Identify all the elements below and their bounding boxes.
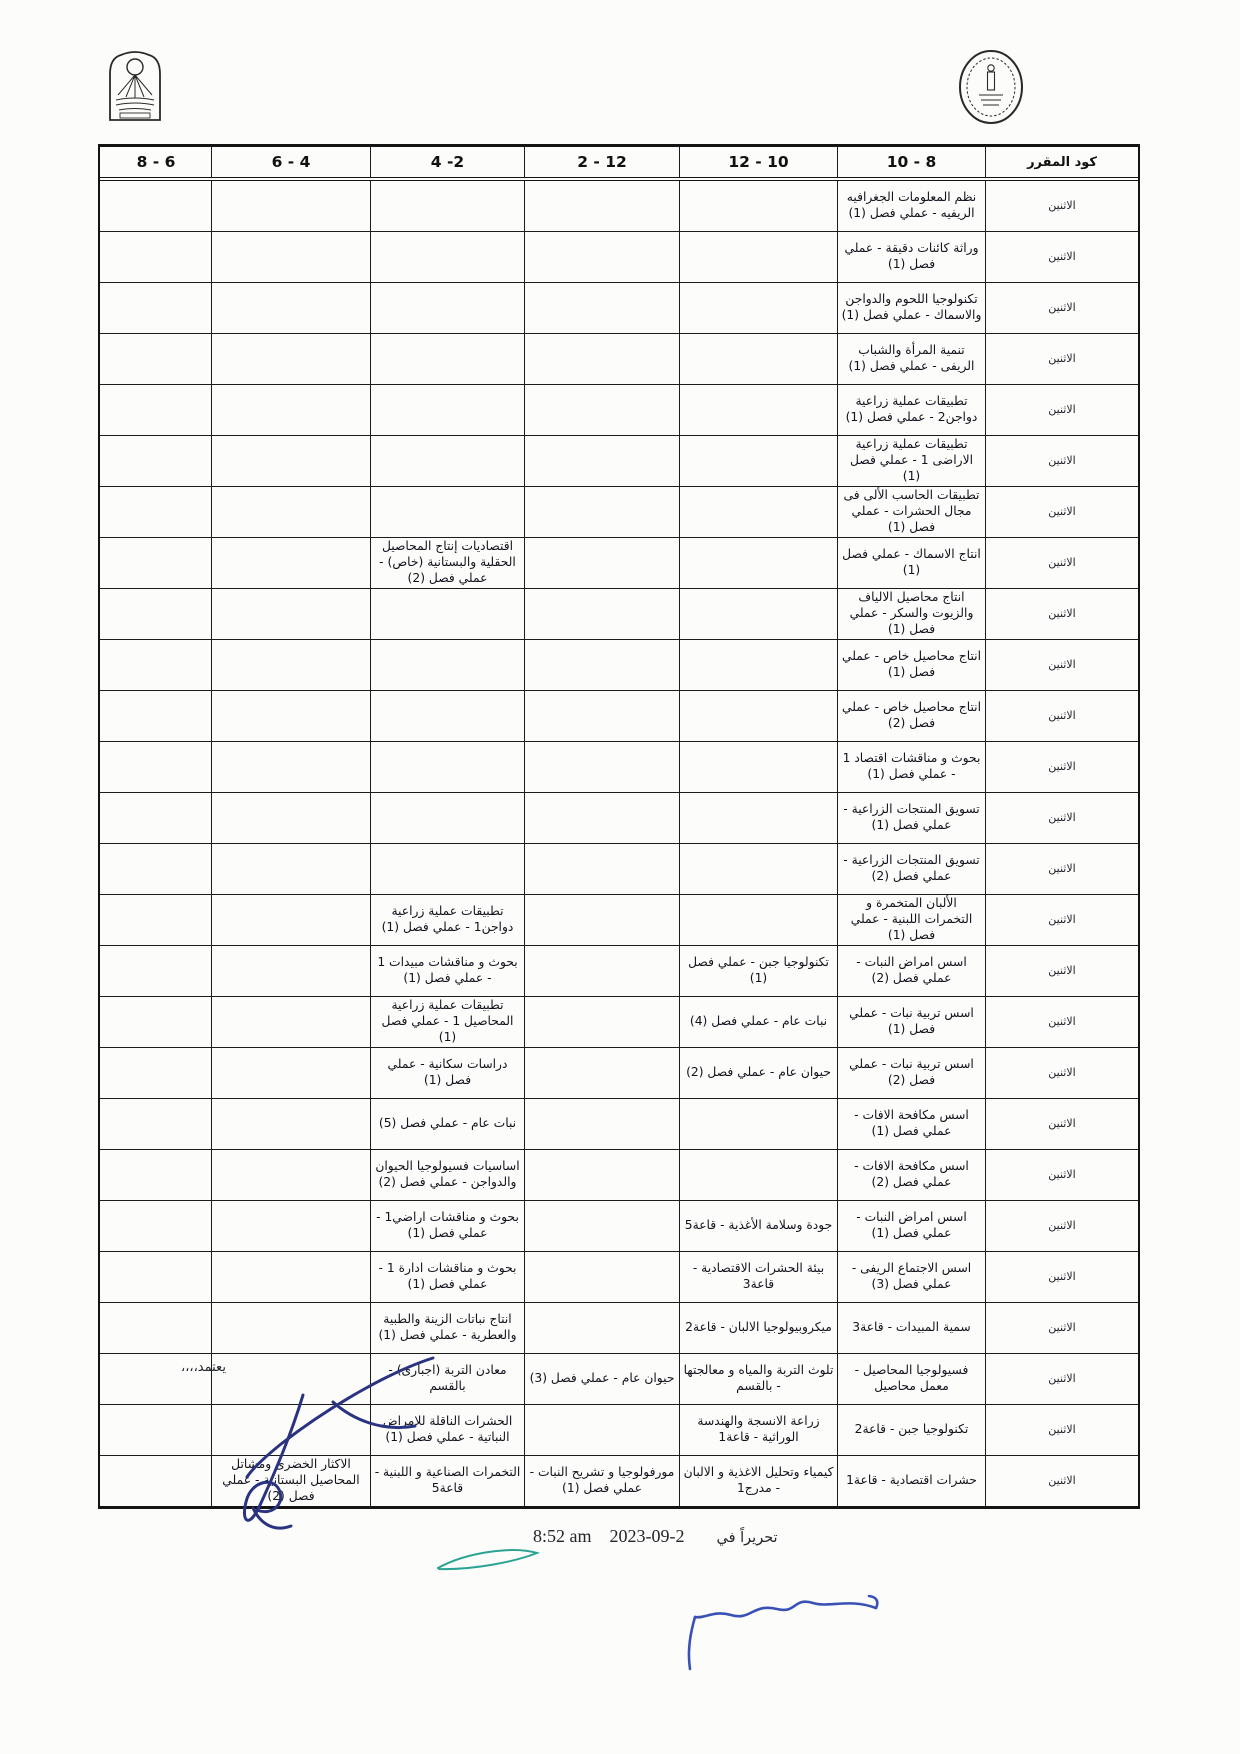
day-cell: الاثنين [985,742,1138,792]
schedule-cell: سمية المبيدات - قاعة3 [837,1303,985,1353]
day-cell: الاثنين [985,1252,1138,1302]
schedule-cell [101,793,211,843]
schedule-cell [101,385,211,435]
schedule-cell [524,589,679,639]
day-cell: الاثنين [985,589,1138,639]
day-cell: الاثنين [985,1150,1138,1200]
schedule-cell: تطبيقات الحاسب الألى فى مجال الحشرات - عملي فصل (1) [837,487,985,537]
schedule-cell: تكنولوجيا اللحوم والدواجن والاسماك - عملي فصل (1) [837,283,985,333]
schedule-cell [524,844,679,894]
schedule-cell [524,742,679,792]
schedule-cell: انتاج نباتات الزينة والطبية والعطرية - عملي فصل (1) [370,1303,524,1353]
schedule-cell [101,538,211,588]
schedule-cell: بحوث و مناقشات اقتصاد 1 - عملي فصل (1) [837,742,985,792]
schedule-cell: اسس تربية نبات - عملي فصل (1) [837,997,985,1047]
schedule-cell [101,1252,211,1302]
table-row [100,1150,1138,1201]
schedule-cell [101,436,211,486]
schedule-cell: التخمرات الصناعية و اللبنية - قاعة5 [370,1456,524,1506]
schedule-cell [211,538,370,588]
schedule-cell [211,436,370,486]
schedule-cell: حيوان عام - عملي فصل (3) [524,1354,679,1404]
schedule-cell [524,895,679,945]
day-cell: الاثنين [985,487,1138,537]
schedule-cell [524,946,679,996]
schedule-cell [370,742,524,792]
schedule-cell [370,232,524,282]
schedule-cell: اسس مكافحة الافات - عملي فصل (1) [837,1099,985,1149]
column-header-t8_10: 10 - 8 [837,147,985,177]
schedule-cell: تطبيقات عملية زراعية الاراضى 1 - عملي فصل (1) [837,436,985,486]
schedule-cell: بحوث و مناقشات اراضي1 - عملي فصل (1) [370,1201,524,1251]
schedule-cell [211,589,370,639]
schedule-cell [524,181,679,231]
table-row [100,640,1138,691]
schedule-cell [211,691,370,741]
schedule-cell [101,334,211,384]
schedule-cell [211,946,370,996]
schedule-cell [524,1201,679,1251]
schedule-cell: كيمياء وتحليل الاغذية و الالبان - مدرج1 [679,1456,837,1506]
schedule-cell [370,487,524,537]
schedule-cell [524,538,679,588]
day-cell: الاثنين [985,946,1138,996]
schedule-cell: اساسيات فسيولوجيا الحيوان والدواجن - عملي فصل (2) [370,1150,524,1200]
schedule-cell [101,691,211,741]
day-cell: الاثنين [985,997,1138,1047]
day-cell: الاثنين [985,1354,1138,1404]
schedule-cell [679,334,837,384]
day-cell: الاثنين [985,1405,1138,1455]
schedule-cell [679,1099,837,1149]
schedule-cell [211,844,370,894]
schedule-cell: نبات عام - عملي فصل (4) [679,997,837,1047]
day-cell: الاثنين [985,436,1138,486]
schedule-cell [679,232,837,282]
table-row [100,1048,1138,1099]
schedule-cell [524,1252,679,1302]
schedule-body [100,181,1138,1506]
schedule-cell: الحشرات الناقلة للامراض النباتية - عملي فصل (1) [370,1405,524,1455]
schedule-cell [211,1048,370,1098]
schedule-cell: معادن التربة (اجبارى) - بالقسم [370,1354,524,1404]
table-row [100,385,1138,436]
schedule-cell [679,895,837,945]
schedule-cell [101,640,211,690]
column-header-t12_2: 2 - 12 [524,147,679,177]
schedule-cell [679,793,837,843]
column-header-t4_6: 6 - 4 [211,147,370,177]
schedule-cell [524,436,679,486]
schedule-cell [524,334,679,384]
schedule-cell [370,640,524,690]
table-row [100,181,1138,232]
schedule-cell [679,691,837,741]
faculty-seal-logo [106,50,164,124]
schedule-cell: حيوان عام - عملي فصل (2) [679,1048,837,1098]
table-row [100,487,1138,538]
day-cell: الاثنين [985,640,1138,690]
schedule-cell: تسويق المنتجات الزراعية - عملي فصل (1) [837,793,985,843]
schedule-cell [524,691,679,741]
schedule-cell: تطبيقات عملية زراعية دواجن1 - عملي فصل (1) [370,895,524,945]
table-row [100,334,1138,385]
schedule-cell [679,385,837,435]
schedule-cell [524,1150,679,1200]
secondary-signature [633,1578,883,1673]
schedule-cell [101,946,211,996]
table-row [100,946,1138,997]
day-cell: الاثنين [985,232,1138,282]
schedule-cell [679,487,837,537]
schedule-cell [211,1201,370,1251]
schedule-cell [211,232,370,282]
schedule-cell [679,436,837,486]
table-row [100,538,1138,589]
schedule-cell: انتاج محاصيل خاص - عملي فصل (1) [837,640,985,690]
schedule-cell: بحوث و مناقشات مبيدات 1 - عملي فصل (1) [370,946,524,996]
footer-date: 2023-09-2 [609,1526,685,1546]
schedule-cell: انتاج الاسماك - عملي فصل (1) [837,538,985,588]
table-row [100,283,1138,334]
day-cell: الاثنين [985,1456,1138,1506]
footer-dateline [533,1526,778,1547]
signature-teal-stroke [438,1550,537,1569]
table-row [100,895,1138,946]
column-header-t10_12: 12 - 10 [679,147,837,177]
schedule-cell [211,487,370,537]
schedule-cell: نبات عام - عملي فصل (5) [370,1099,524,1149]
day-cell: الاثنين [985,334,1138,384]
schedule-cell: مورفولوجيا و تشريح النبات - عملي فصل (1) [524,1456,679,1506]
schedule-cell [101,181,211,231]
schedule-cell [679,283,837,333]
schedule-cell [211,997,370,1047]
schedule-cell [524,283,679,333]
schedule-cell: الألبان المتخمرة و التخمرات اللبنية - عملي فصل (1) [837,895,985,945]
footer-written-label: تحريراً في [716,1530,778,1546]
schedule-cell [101,1150,211,1200]
schedule-cell [211,385,370,435]
schedule-cell [211,742,370,792]
university-seal-logo [957,48,1025,126]
schedule-cell [524,997,679,1047]
schedule-cell: بيئة الحشرات الاقتصادية - قاعة3 [679,1252,837,1302]
schedule-cell [679,844,837,894]
column-header-code: كود المقرر [985,147,1138,177]
table-row [100,436,1138,487]
schedule-cell [101,283,211,333]
schedule-cell [679,181,837,231]
schedule-cell [101,232,211,282]
schedule-cell [101,742,211,792]
column-header-t6_8: 8 - 6 [136,153,176,171]
schedule-cell [524,640,679,690]
schedule-cell: اسس امراض النبات - عملي فصل (1) [837,1201,985,1251]
day-cell: الاثنين [985,1201,1138,1251]
schedule-cell: تطبيقات عملية زراعية دواجن2 - عملي فصل (1) [837,385,985,435]
day-cell: الاثنين [985,1099,1138,1149]
schedule-cell: بحوث و مناقشات ادارة 1 - عملي فصل (1) [370,1252,524,1302]
day-cell: الاثنين [985,181,1138,231]
approval-label: يعتمد،،،، [181,1360,226,1375]
schedule-cell [370,385,524,435]
schedule-cell [370,283,524,333]
schedule-cell [101,589,211,639]
table-row [100,997,1138,1048]
day-cell: الاثنين [985,1303,1138,1353]
schedule-cell [211,334,370,384]
schedule-cell [524,232,679,282]
day-cell: الاثنين [985,895,1138,945]
schedule-cell: انتاج محاصيل الالياف والزيوت والسكر - عملي فصل (1) [837,589,985,639]
schedule-cell [679,538,837,588]
schedule-cell [101,487,211,537]
schedule-cell: انتاج محاصيل خاص - عملي فصل (2) [837,691,985,741]
schedule-header-row [100,147,1138,181]
schedule-cell: اسس تربية نبات - عملي فصل (2) [837,1048,985,1098]
table-row [100,844,1138,895]
schedule-cell [679,640,837,690]
table-row [100,742,1138,793]
schedule-cell: تسويق المنتجات الزراعية - عملي فصل (2) [837,844,985,894]
table-row [100,232,1138,283]
schedule-cell [370,844,524,894]
day-cell: الاثنين [985,385,1138,435]
schedule-cell [370,181,524,231]
approval-signature [183,1340,555,1580]
schedule-table [98,144,1140,1509]
schedule-cell [211,1099,370,1149]
schedule-cell: زراعة الانسجة والهندسة الوراثية - قاعة1 [679,1405,837,1455]
schedule-cell [370,589,524,639]
column-header-t2_4: 4 -2 [370,147,524,177]
schedule-cell: اقتصاديات إنتاج المحاصيل الحقلية والبستانية (خاص) - عملي فصل (2) [370,538,524,588]
schedule-cell [679,1150,837,1200]
schedule-cell [679,742,837,792]
schedule-cell [101,1201,211,1251]
table-row [100,793,1138,844]
table-row [100,1099,1138,1150]
schedule-cell: فسيولوجيا المحاصيل - معمل محاصيل [837,1354,985,1404]
day-cell: الاثنين [985,283,1138,333]
schedule-cell: حشرات اقتصادية - قاعة1 [837,1456,985,1506]
schedule-cell: اسس الاجتماع الريفى - عملي فصل (3) [837,1252,985,1302]
schedule-cell [524,793,679,843]
schedule-cell [211,283,370,333]
day-cell: الاثنين [985,844,1138,894]
schedule-cell [211,895,370,945]
schedule-cell: تنمية المرأة والشباب الريفى - عملي فصل (1) [837,334,985,384]
schedule-cell [211,1252,370,1302]
schedule-cell [101,895,211,945]
footer-time: 8:52 am [533,1526,592,1546]
day-cell: الاثنين [985,538,1138,588]
schedule-cell [211,1150,370,1200]
schedule-cell [679,589,837,639]
schedule-cell: اسس مكافحة الافات - عملي فصل (2) [837,1150,985,1200]
schedule-cell [524,385,679,435]
day-cell: الاثنين [985,793,1138,843]
schedule-cell: تكنولوجيا جبن - عملي فصل (1) [679,946,837,996]
schedule-cell [211,181,370,231]
schedule-cell [211,793,370,843]
schedule-cell [524,1099,679,1149]
schedule-cell: ميكروبيولوجيا الالبان - قاعة2 [679,1303,837,1353]
day-cell: الاثنين [985,1048,1138,1098]
table-row [100,589,1138,640]
schedule-cell: جودة وسلامة الأغذية - قاعة5 [679,1201,837,1251]
day-cell: الاثنين [985,691,1138,741]
schedule-cell: تلوث التربة والمياه و معالجتها - بالقسم [679,1354,837,1404]
schedule-cell: تكنولوجيا جبن - قاعة2 [837,1405,985,1455]
schedule-cell: وراثة كائنات دقيقة - عملي فصل (1) [837,232,985,282]
schedule-cell [370,334,524,384]
table-row [100,1252,1138,1303]
schedule-cell [370,691,524,741]
table-row [100,1201,1138,1252]
schedule-cell: الاكثار الخضرى ومشاتل المحاصيل البستانية - عملي فصل (2) [211,1456,370,1506]
schedule-cell [101,997,211,1047]
schedule-cell: نظم المعلومات الجغرافيه الريفيه - عملي فصل (1) [837,181,985,231]
schedule-cell [370,436,524,486]
schedule-cell: دراسات سكانية - عملي فصل (1) [370,1048,524,1098]
schedule-cell [211,640,370,690]
table-row [100,691,1138,742]
schedule-cell [101,844,211,894]
schedule-cell: تطبيقات عملية زراعية المحاصيل 1 - عملي فصل (1) [370,997,524,1047]
schedule-cell [370,793,524,843]
schedule-cell: اسس امراض النبات - عملي فصل (2) [837,946,985,996]
schedule-cell [101,1048,211,1098]
schedule-cell [101,1099,211,1149]
schedule-cell [524,1048,679,1098]
schedule-cell [524,487,679,537]
